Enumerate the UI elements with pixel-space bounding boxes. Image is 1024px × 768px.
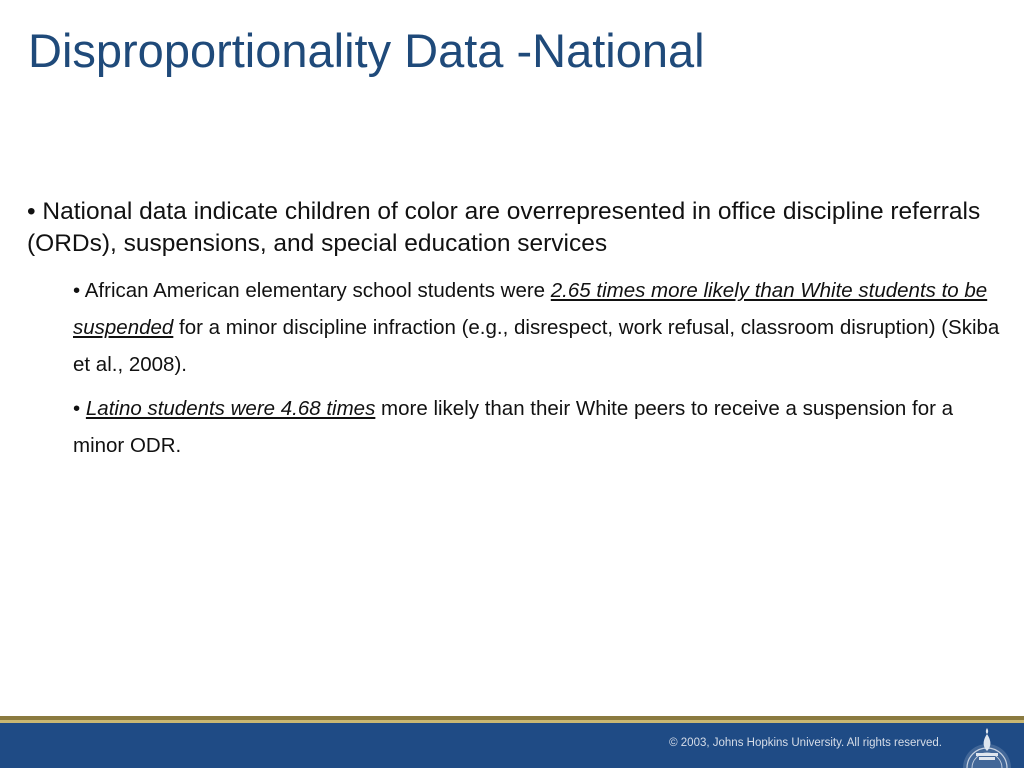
- university-seal-icon: [958, 720, 1016, 768]
- sub-bullet-lead: African American elementary school students were: [80, 279, 551, 302]
- main-bullet: [27, 196, 987, 260]
- sub-bullet-rest: more likely than their White peers to receive a suspension for a minor ODR.: [73, 397, 954, 457]
- sub-bullet-latino: [73, 390, 1003, 464]
- sub-bullet-emphasis: 2.65 times more likely than White students to be suspended: [73, 279, 988, 339]
- sub-bullet-african-american: [73, 272, 1003, 383]
- sub-bullet-emphasis: Latino students were 4.68 times: [85, 397, 376, 420]
- main-bullet-text: National data indicate children of color are overrepresented in office discipline referrals (ORDs), suspensions, and special education services: [27, 198, 981, 257]
- copyright-notice: © 2003, Johns Hopkins University. All rights reserved.: [669, 737, 942, 749]
- bullet-marker: •: [27, 198, 36, 225]
- sub-bullet-rest: for a minor discipline infraction (e.g., disrespect, work refusal, classroom disruption) (Skiba et al., 2008).: [73, 316, 1000, 376]
- bullet-marker: •: [73, 279, 81, 302]
- bullet-marker: •: [73, 397, 81, 420]
- footer: [0, 716, 1024, 768]
- slide-title: Disproportionality Data -National: [28, 24, 705, 77]
